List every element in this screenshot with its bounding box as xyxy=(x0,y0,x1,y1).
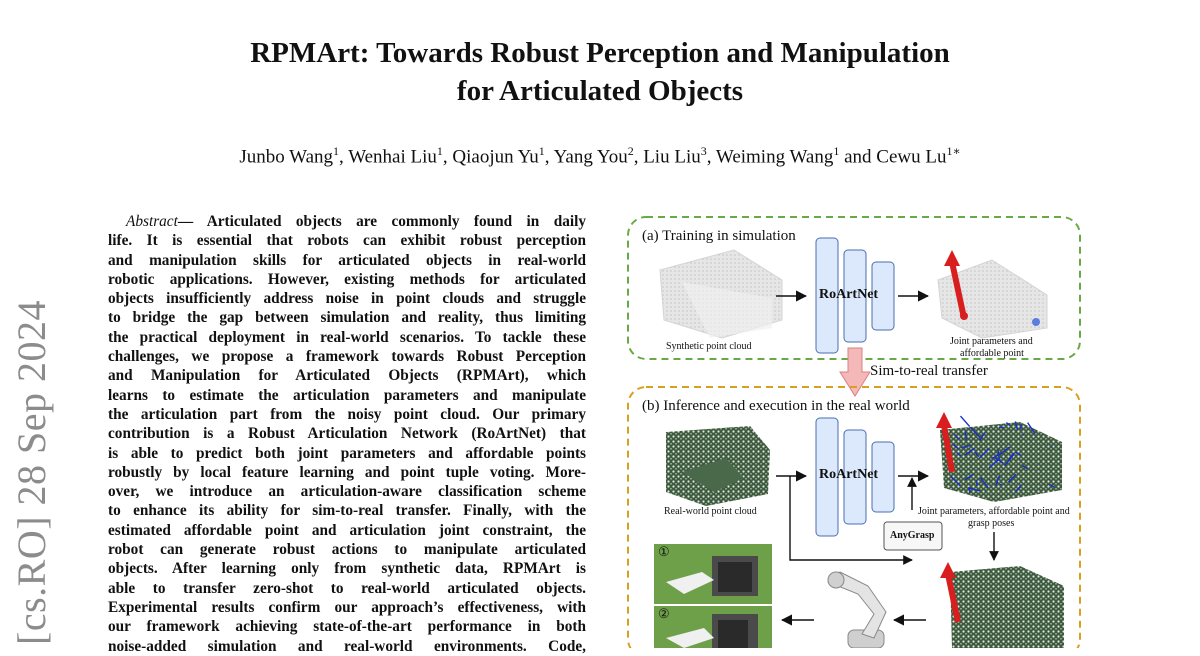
execution-photos xyxy=(654,544,772,648)
author-affiliation: 1 xyxy=(333,144,340,158)
real-caption: Real-world point cloud xyxy=(664,506,757,517)
author-separator: , xyxy=(633,146,644,168)
author-and: and xyxy=(839,146,877,168)
abstract-line-text: objects. After learning only from synthetic data, RPMArt is xyxy=(108,560,586,578)
network-label-b: RoArtNet xyxy=(819,467,879,482)
abstract-line xyxy=(108,251,586,270)
author-name: Weiming Wang xyxy=(715,146,834,168)
abstract-line-text: and Manipulation for Articulated Objects (RPMArt), which xyxy=(108,367,586,385)
abstract-line-text: life. It is essential that robots can exhibit robust perception xyxy=(108,232,586,250)
real-output-grasps xyxy=(936,412,1062,502)
abstract-line xyxy=(108,347,586,366)
abstract-line-text: robustly by local feature learning and point tuple voting. More- xyxy=(108,463,586,481)
author-name: Qiaojun Yu xyxy=(452,146,539,168)
abstract xyxy=(108,212,586,656)
abstract-line xyxy=(108,212,586,231)
author-name: Cewu Lu xyxy=(876,146,947,168)
author-separator: , xyxy=(544,146,554,168)
abstract-line-text: objects insufficiently address noise in point clouds and struggle xyxy=(108,290,586,308)
author-list xyxy=(0,144,1200,168)
abstract-line xyxy=(108,521,586,540)
abstract-line-text: learns to estimate the articulation parameters and manipulate xyxy=(108,386,586,404)
abstract-line xyxy=(108,540,586,559)
abstract-line-text: to bridge the gap between simulation and reality, thus limiting xyxy=(108,309,586,327)
sim-output xyxy=(938,250,1047,338)
abstract-line xyxy=(108,270,586,289)
abstract-line-text: and manipulation skills for articulated objects in real-world xyxy=(108,251,586,269)
abstract-line-text: is able to predict both joint parameters and affordable points xyxy=(108,444,586,462)
title-line-1: RPMArt: Towards Robust Perception and Manipulation xyxy=(250,37,950,69)
abstract-line-text: our framework achieving state-of-the-art performance in both xyxy=(108,618,586,636)
abstract-line-text: robot can generate robust actions to manipulate articulated xyxy=(108,541,586,559)
abstract-line xyxy=(108,308,586,327)
step-2-marker: ② xyxy=(658,606,670,621)
real-output-caption-2: grasp poses xyxy=(968,518,1015,529)
abstract-line xyxy=(108,559,586,578)
step-1-marker: ① xyxy=(658,544,670,559)
abstract-line-text: challenges, we propose a framework towards Robust Perception xyxy=(108,348,586,366)
overview-figure xyxy=(622,210,1092,648)
author-affiliation: 1 xyxy=(538,144,545,158)
transfer-label: Sim-to-real transfer xyxy=(870,363,988,379)
abstract-line xyxy=(108,231,586,250)
abstract-line-text: over, we introduce an articulation-aware classification scheme xyxy=(108,483,586,501)
abstract-line xyxy=(108,463,586,482)
author-affiliation: 3 xyxy=(700,144,707,158)
real-output-caption-1: Joint parameters, affordable point and xyxy=(918,506,1070,517)
network-label-a: RoArtNet xyxy=(819,287,879,302)
abstract-line-text: Experimental results confirm our approach’s effectiveness, with xyxy=(108,598,586,616)
abstract-line-text: noise-added simulation and real-world environments. Code, xyxy=(108,637,586,655)
abstract-line-text: Articulated objects are commonly found in daily xyxy=(206,213,586,230)
sim-to-real-arrow xyxy=(840,348,870,396)
sim-output-caption-1: Joint parameters and xyxy=(950,336,1033,347)
abstract-line xyxy=(108,386,586,405)
abstract-line-text: the articulation part from the noisy point cloud. Our primary xyxy=(108,405,586,423)
abstract-line-text: contribution is a Robust Articulation Network (RoArtNet) that xyxy=(108,425,586,443)
panel-a-label: (a) Training in simulation xyxy=(642,228,796,244)
abstract-line xyxy=(108,598,586,617)
abstract-line-text: estimated affordable point and articulation joint constraint, the xyxy=(108,521,586,539)
abstract-line xyxy=(108,501,586,520)
author-separator: , xyxy=(442,146,453,168)
abstract-line-text: robotic applications. However, existing methods for articulated xyxy=(108,270,586,288)
abstract-line xyxy=(108,444,586,463)
author-affiliation: 2 xyxy=(627,144,634,158)
arxiv-stamp: [cs.RO] 28 Sep 2024 xyxy=(9,299,54,645)
synthetic-point-cloud xyxy=(660,250,782,338)
abstract-line xyxy=(108,482,586,501)
abstract-line xyxy=(108,289,586,308)
author-separator: , xyxy=(339,146,349,168)
sim-output-caption-2: affordable point xyxy=(960,348,1024,359)
abstract-dash: — xyxy=(177,213,194,230)
author-affiliation: 1∗ xyxy=(946,144,961,158)
author-affiliation: 1 xyxy=(436,144,443,158)
abstract-line-text: the practical deployment in real-world scenarios. To tackle these xyxy=(108,328,586,346)
author-name: Liu Liu xyxy=(643,146,701,168)
author-name: Wenhai Liu xyxy=(348,146,437,168)
synthetic-caption: Synthetic point cloud xyxy=(666,341,752,352)
anygrasp-label: AnyGrasp xyxy=(890,530,935,541)
abstract-line xyxy=(108,579,586,598)
abstract-line xyxy=(108,424,586,443)
exec-point-cloud xyxy=(940,562,1064,648)
real-point-cloud xyxy=(666,426,770,506)
abstract-label: Abstract xyxy=(126,213,178,230)
abstract-line xyxy=(108,328,586,347)
panel-b-label: (b) Inference and execution in the real world xyxy=(642,398,910,414)
author-name: Yang You xyxy=(553,146,628,168)
title-line-2: for Articulated Objects xyxy=(456,75,744,107)
abstract-line-text: to enhance its ability for sim-to-real transfer. Finally, with the xyxy=(108,502,586,520)
abstract-line xyxy=(108,637,586,656)
abstract-line xyxy=(108,405,586,424)
abstract-line-text: able to transfer zero-shot to real-world articulated objects. xyxy=(108,579,586,597)
robot-arm xyxy=(828,572,886,648)
author-affiliation: 1 xyxy=(833,144,840,158)
author-name: Junbo Wang xyxy=(239,146,334,168)
figure-graphics xyxy=(622,210,1092,648)
abstract-line xyxy=(108,617,586,636)
abstract-line xyxy=(108,366,586,385)
paper-title xyxy=(0,34,1200,110)
author-separator: , xyxy=(706,146,716,168)
